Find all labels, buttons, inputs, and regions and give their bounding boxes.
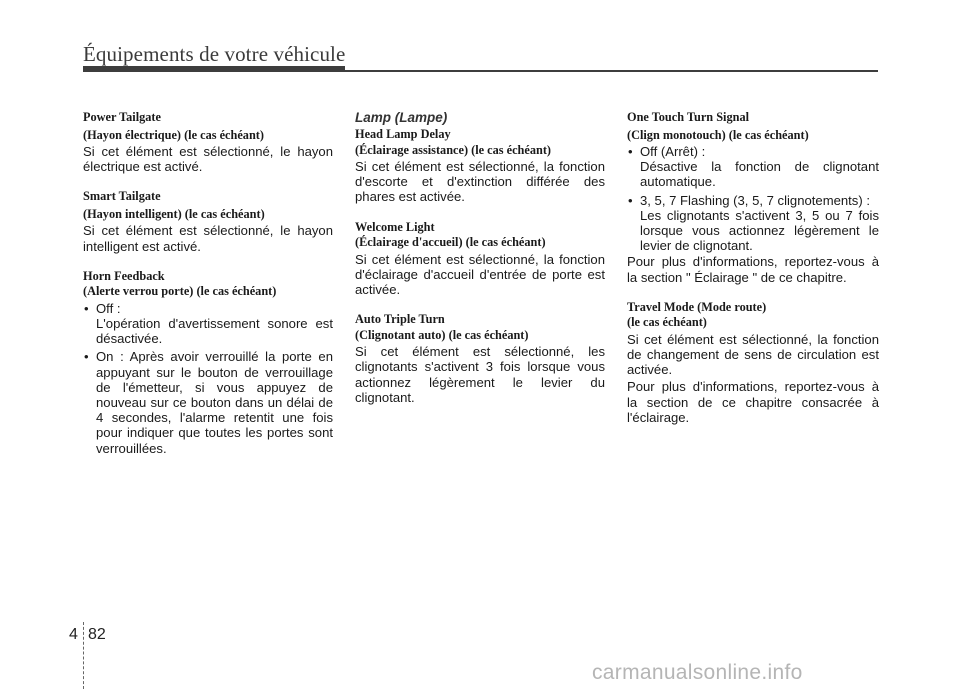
bullet-label: 3, 5, 7 Flashing (3, 5, 7 clignotements) : <box>640 192 870 208</box>
chapter-number: 4 <box>69 626 78 643</box>
section-auto-triple-turn <box>355 312 605 405</box>
bullet-label: Off (Arrêt) : <box>640 144 706 159</box>
section-body: Si cet élément est sélectionné, la fonction d'escorte et d'extinction différée des phares est activée. <box>355 159 605 205</box>
section-travel-mode <box>627 300 879 425</box>
bullet-dot-icon: • <box>84 300 89 316</box>
section-heading: Horn Feedback <box>83 268 165 283</box>
lamp-section-heading: Lamp (Lampe) <box>355 110 448 125</box>
section-heading: Welcome Light <box>355 219 435 234</box>
bullet-text: Désactive la fonction de clignotant automatique. <box>640 159 879 190</box>
bullet-dot-icon: • <box>84 349 89 365</box>
section-one-touch-turn-signal <box>627 110 879 285</box>
section-smart-tailgate <box>83 189 333 253</box>
bullet-text: L'opération d'avertissement sonore est désactivée. <box>96 316 333 347</box>
page-header-title: Équipements de votre véhicule <box>83 42 346 66</box>
header-rule-thin <box>345 70 878 72</box>
column-left <box>83 110 333 471</box>
section-subheading: (Hayon électrique) (le cas échéant) <box>83 127 264 142</box>
section-heading: Travel Mode (Mode route) <box>627 299 767 314</box>
bullet-text: Les clignotants s'activent 3, 5 ou 7 fois lorsque vous actionnez légèrement le levier de clignotant. <box>640 207 879 254</box>
bullet-item-on <box>83 349 333 455</box>
section-body: Si cet élément est sélectionné, la fonction de changement de sens de circulation est activée. <box>627 331 879 378</box>
header-rule-thick <box>83 66 345 72</box>
section-subheading: (Hayon intelligent) (le cas échéant) <box>83 206 265 221</box>
section-body: Si cet élément est sélectionné, la fonction d'éclairage d'accueil d'entrée de porte est activée. <box>355 251 605 298</box>
section-heading: One Touch Turn Signal <box>627 110 750 124</box>
section-subheading: (Éclairage d'accueil) (le cas échéant) <box>355 235 546 250</box>
bullet-dot-icon: • <box>628 192 633 208</box>
bullet-text: On : Après avoir verrouillé la porte en appuyant sur le bouton de verrouillage de l'émetteur, si vous appuyez de nouveau sur ce bouton dans un délai de 4 secondes, l'alarme retentit une fois pour indiquer que toutes les portes sont verrouillées. <box>96 349 333 456</box>
column-right <box>627 110 879 440</box>
section-heading: Smart Tailgate <box>83 189 161 204</box>
page-number: 82 <box>88 626 106 643</box>
bullet-dot-icon: • <box>628 144 633 159</box>
section-power-tailgate <box>83 110 333 174</box>
bullet-item-off <box>627 144 879 190</box>
section-heading: Auto Triple Turn <box>355 312 445 327</box>
section-welcome-light <box>355 220 605 298</box>
section-horn-feedback <box>83 269 333 456</box>
bullet-item-off <box>83 301 333 347</box>
section-subheading: (Éclairage assistance) (le cas échéant) <box>355 142 552 157</box>
section-heading: Head Lamp Delay <box>355 127 451 141</box>
section-body: Pour plus d'informations, reportez-vous à la section de ce chapitre consacrée à l'éclairage. <box>627 379 879 425</box>
section-subheading: (Clign monotouch) (le cas échéant) <box>627 127 809 142</box>
bullet-label: Off : <box>96 300 121 316</box>
footer-divider <box>83 622 84 689</box>
section-heading: Power Tailgate <box>83 110 161 124</box>
watermark-text: carmanualsonline.info <box>592 661 803 684</box>
section-subheading: (le cas échéant) <box>627 315 707 330</box>
section-body: Si cet élément est sélectionné, le hayon électrique est activé. <box>83 144 333 175</box>
section-body: Pour plus d'informations, reportez-vous à la section " Éclairage " de ce chapitre. <box>627 254 879 285</box>
section-body: Si cet élément est sélectionné, le hayon intelligent est activé. <box>83 223 333 254</box>
section-subheading: (Alerte verrou porte) (le cas échéant) <box>83 284 277 299</box>
section-head-lamp-delay <box>355 127 605 205</box>
section-subheading: (Clignotant auto) (le cas échéant) <box>355 327 529 342</box>
bullet-item-flashing <box>627 193 879 254</box>
section-body: Si cet élément est sélectionné, les clignotants s'activent 3 fois lorsque vous actionnez légèrement le levier du clignotant. <box>355 344 605 405</box>
column-middle <box>355 110 605 420</box>
